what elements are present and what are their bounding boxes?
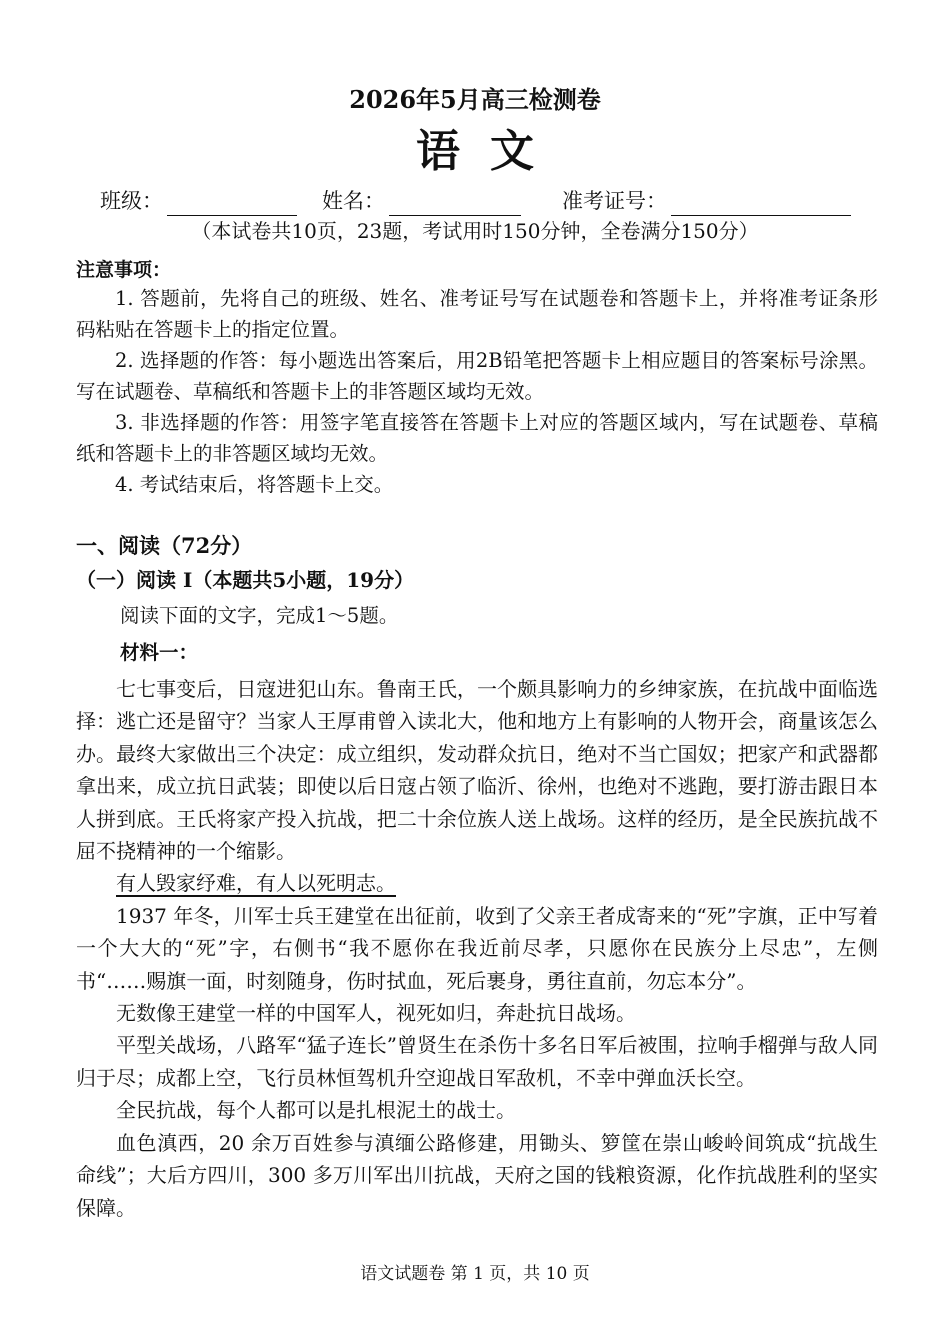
page-footer: 语文试题卷 第 1 页，共 10 页 — [360, 1264, 590, 1284]
material-paragraph: 平型关战场，八路军“猛子连长”曾贤生在杀伤十多名日军后被围，拉响手榴弹与敌人同归于尽；成都上空，飞行员林恒驾机升空迎战日军敌机，不幸中弹血沃长空。 — [76, 1033, 878, 1090]
class-blank[interactable] — [167, 193, 297, 216]
exam-id-label: 准考证号： — [562, 189, 667, 213]
material-paragraph: 七七事变后，日寇进犯山东。鲁南王氏，一个颇具影响力的乡绅家族，在抗战中面临选择：逃亡还是留守？当家人王厚甫曾入读北大，他和地方上有影响的人物开会，商量该怎么办。最终大家做出三个决定：成立组织，发动群众抗日，绝对不当亡国奴；把家产和武器都拿出来，成立抗日武装；即使以后日寇占领了临沂、徐州，也绝对不逃跑，要打游击跟日本人拼到底。王氏将家产投入抗战，把二十余位族人送上战场。这样的经历，是全民族抗战不屈不挠精神的一个缩影。 — [76, 677, 878, 864]
material-paragraph: 无数像王建堂一样的中国军人，视死如归，奔赴抗日战场。 — [116, 1001, 636, 1026]
exam-note: （本试卷共10页，23题，考试用时150分钟，全卷满分150分） — [191, 219, 759, 243]
student-info-row — [100, 186, 860, 216]
exam-id-blank[interactable] — [671, 193, 851, 216]
notice-item: 2. 选择题的作答：每小题选出答案后，用2B铅笔把答题卡上相应题目的答案标号涂黑。写在试题卷、草稿纸和答题卡上的非答题区域均无效。 — [76, 349, 878, 403]
material-paragraph: 血色滇西，20 余万百姓参与滇缅公路修建，用锄头、箩筐在崇山峻岭间筑成“抗战生命线”；大后方四川，300 多万川军出川抗战，天府之国的钱粮资源，化作抗战胜利的坚实保障。 — [76, 1130, 878, 1220]
material-label: 材料一： — [120, 641, 199, 664]
material-paragraph: 1937 年冬，川军士兵王建堂在出征前，收到了父亲王者成寄来的“死”字旗，正中写着一个大大的“死”字，右侧书“我不愿你在我近前尽孝，只愿你在民族分上尽忠”，左侧书“……赐旗一面，时刻随身，伤时拭血，死后裹身，勇往直前，勿忘本分”。 — [76, 903, 878, 993]
material-paragraph-underlined — [76, 867, 878, 899]
subject-title: 语文 — [416, 126, 564, 177]
notice-item: 4. 考试结束后，将答题卡上交。 — [115, 473, 394, 496]
instruction-text: 阅读下面的文字，完成1～5题。 — [120, 604, 399, 627]
exam-title: 2026年5月高三检测卷 — [349, 85, 601, 114]
name-field — [322, 186, 521, 216]
material-paragraph: 全民抗战，每个人都可以是扎根泥土的战士。 — [116, 1098, 516, 1123]
class-field — [100, 186, 297, 216]
part-title: （一）阅读 I（本题共5小题，19分） — [76, 568, 415, 592]
name-blank[interactable] — [389, 193, 521, 216]
notice-title: 注意事项： — [76, 259, 172, 281]
class-label: 班级： — [100, 189, 163, 213]
exam-id-field — [562, 186, 851, 216]
notice-list — [76, 283, 878, 500]
section-title: 一、阅读（72分） — [76, 533, 253, 558]
material-one-text — [76, 673, 878, 1224]
notice-item: 1. 答题前，先将自己的班级、姓名、准考证号写在试题卷和答题卡上，并将准考证条形码粘贴在答题卡上的指定位置。 — [76, 287, 878, 341]
underlined-sentence: 有人毁家纾难，有人以死明志。 — [116, 871, 396, 896]
name-label: 姓名： — [322, 189, 385, 213]
notice-item: 3. 非选择题的作答：用签字笔直接答在答题卡上对应的答题区域内，写在试题卷、草稿纸和答题卡上的非答题区域均无效。 — [76, 411, 878, 465]
